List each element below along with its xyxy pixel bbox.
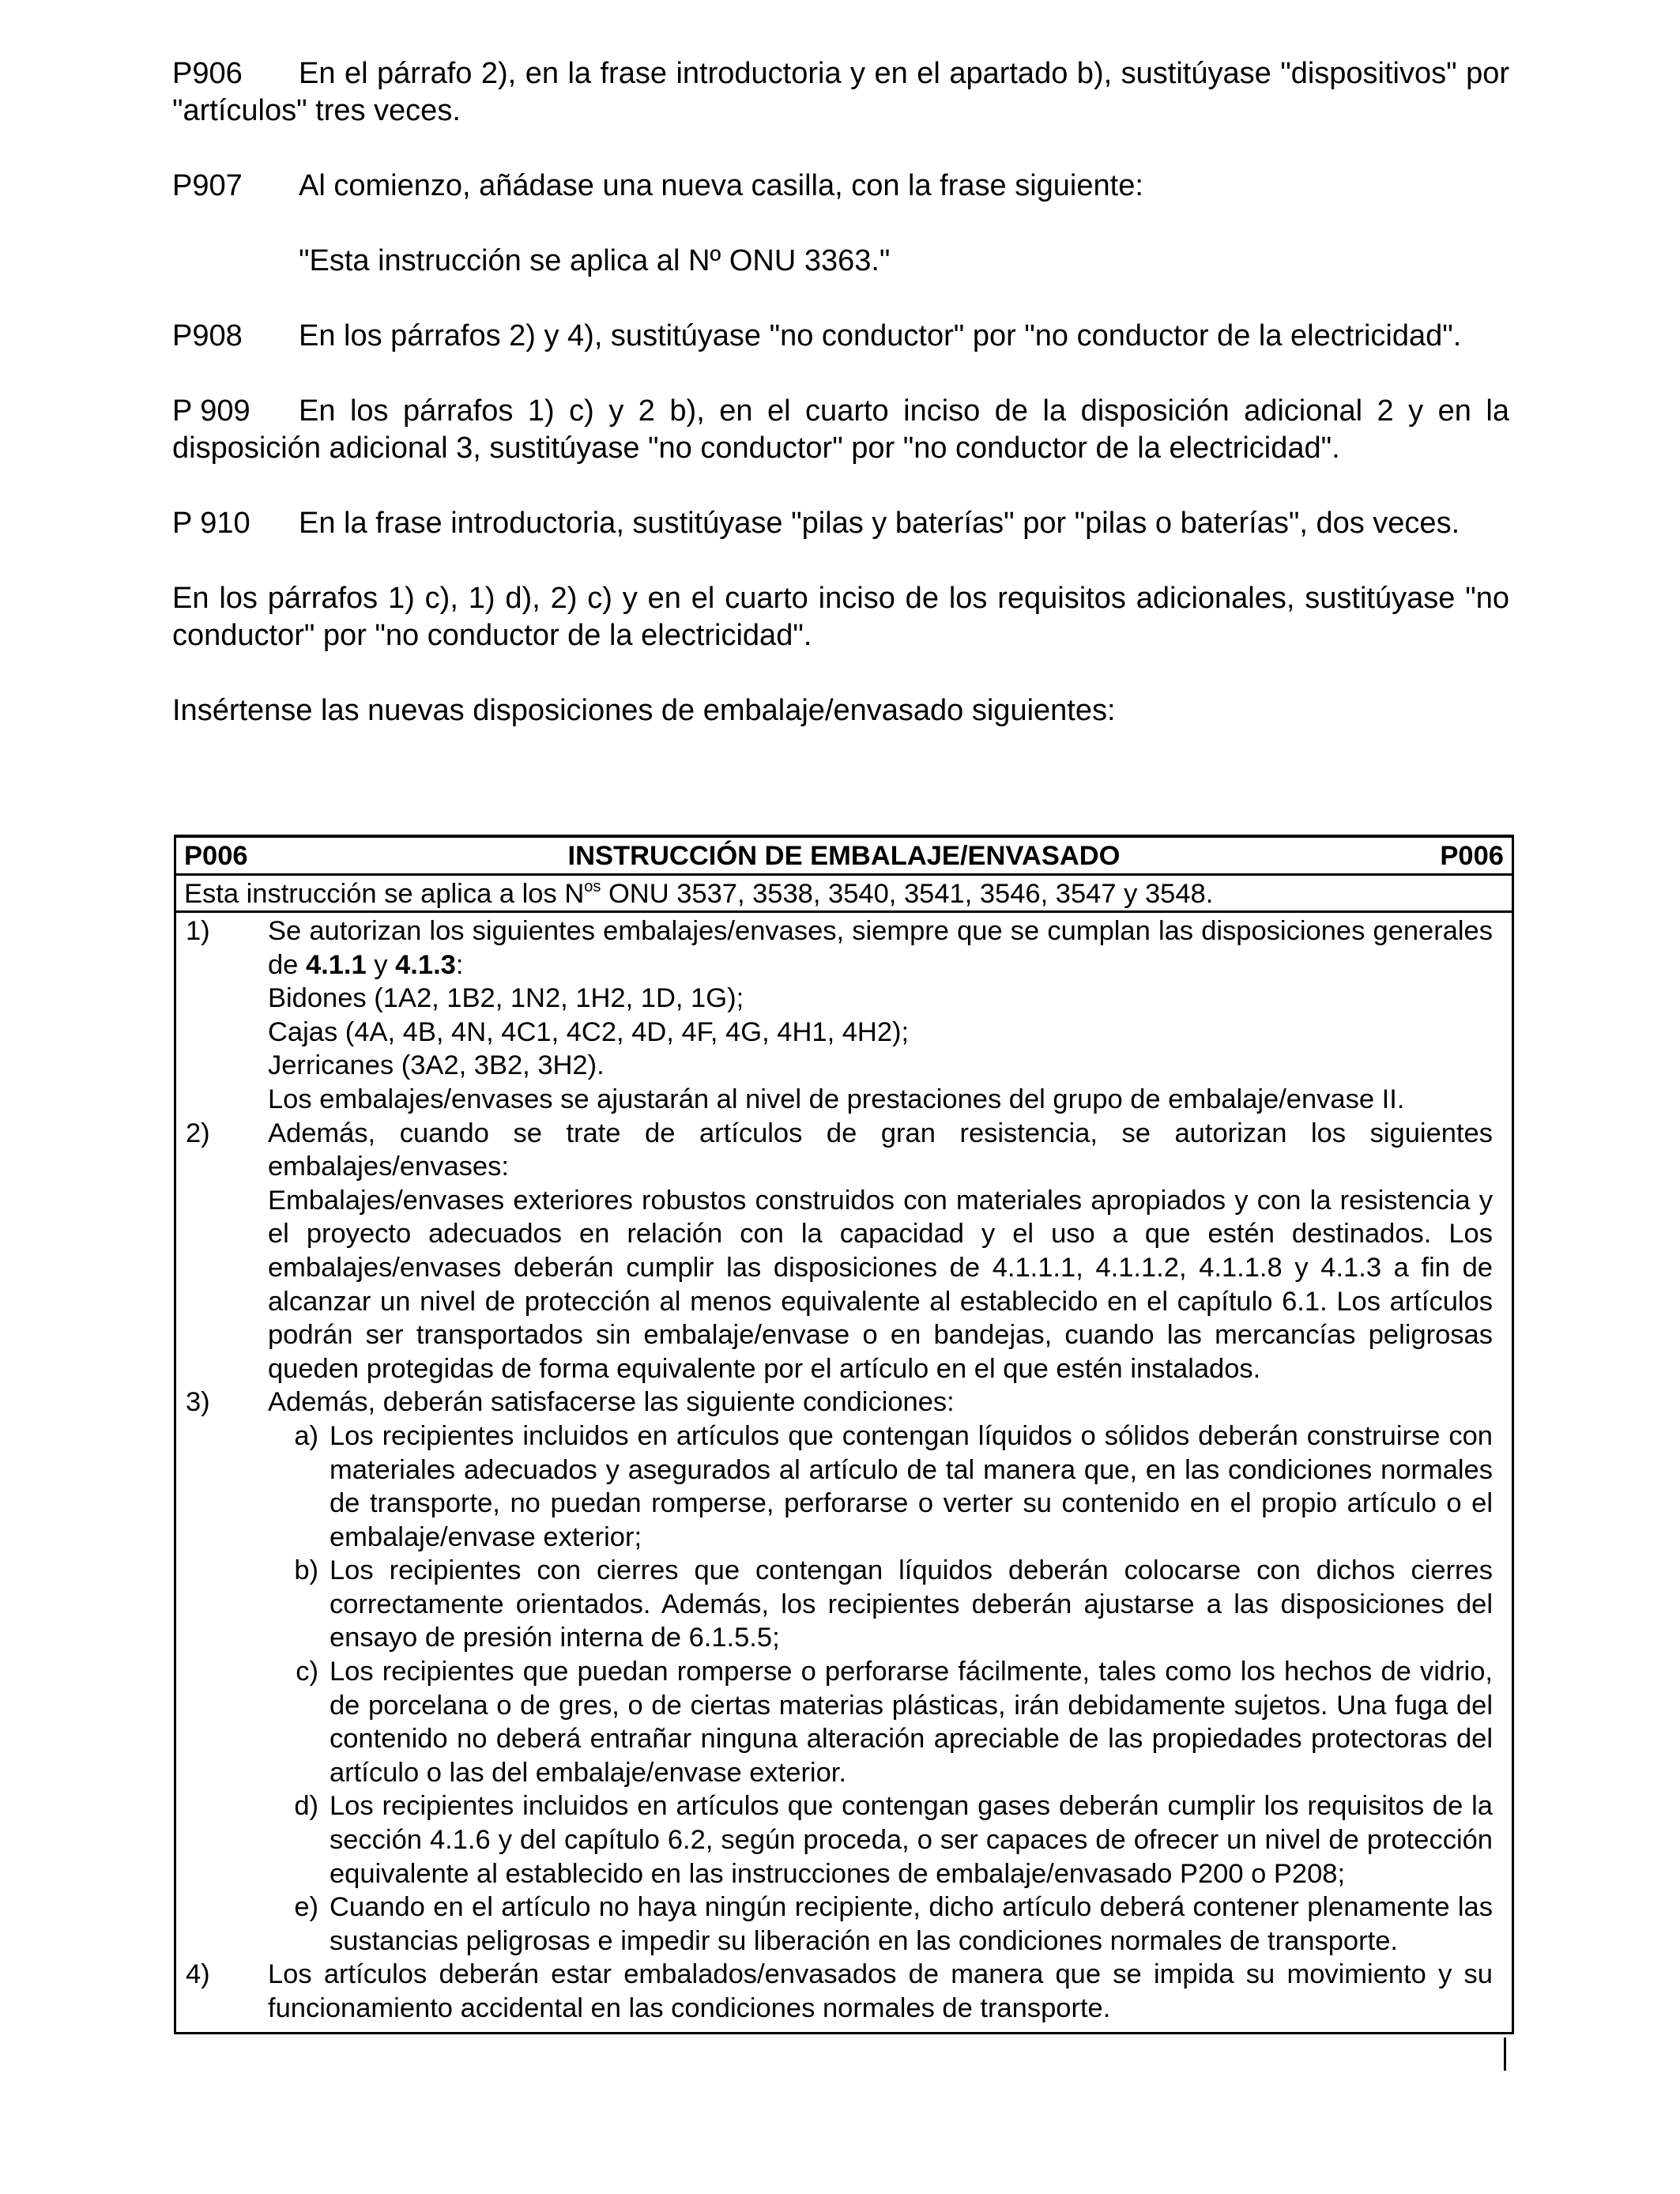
paragraph-p910	[172, 505, 1509, 542]
paragraph-p910-extra	[172, 580, 1509, 654]
condition-b	[268, 1554, 1493, 1655]
condition-letter: c)	[296, 1657, 318, 1687]
condition-c	[268, 1655, 1493, 1789]
item-number: 1)	[186, 916, 210, 946]
paragraph-text: Al comienzo, añádase una nueva casilla, con la frase siguiente:	[299, 169, 1143, 202]
paragraph-p907-quote	[172, 243, 1509, 280]
paragraph-text: En los párrafos 2) y 4), sustitúyase "no conductor" por "no conductor de la electricidad".	[299, 319, 1462, 352]
paragraph-p909	[172, 393, 1509, 467]
condition-a	[268, 1419, 1493, 1554]
table-body	[176, 913, 1512, 2032]
reference-bold: 4.1.1	[305, 949, 367, 980]
packaging-line: Cajas (4A, 4B, 4N, 4C1, 4C2, 4D, 4F, 4G, 4H1, 4H2);	[268, 1016, 910, 1047]
item-text	[268, 1385, 1493, 1958]
instruction-title: INSTRUCCIÓN DE EMBALAJE/ENVASADO	[567, 840, 1121, 871]
paragraph-text: "Esta instrucción se aplica al Nº ONU 3363."	[299, 244, 891, 277]
item-intro	[268, 914, 1493, 982]
paragraph-code: P908	[172, 319, 243, 352]
item-number: 3)	[186, 1387, 210, 1418]
paragraph-text: En los párrafos 1) c) y 2 b), en el cuarto inciso de la disposición adicional 2 y en la disposición adicional 3, sustitúyase "no conductor" por "no conductor de la electricidad".	[172, 394, 1509, 465]
condition-text: Los recipientes incluidos en artículos que contengan líquidos o sólidos deberán construirse con materiales adecuados y asegurados al artículo de tal manera que, en las condiciones normales de transporte, no puedan romperse, perforarse o verter su contenido en el propio artículo o el embalaje/envase exterior;	[330, 1420, 1493, 1552]
item-text	[268, 914, 1493, 1117]
condition-text: Los recipientes incluidos en artículos que contengan gases deberán cumplir los requisitos de la sección 4.1.6 y del capítulo 6.2, según proceda, o ser capaces de ofrecer un nivel de protección equivalente al establecido en las instrucciones de embalaje/envasado P200 o P208;	[330, 1791, 1493, 1889]
paragraph-code: P 909	[172, 394, 250, 428]
packaging-line: Los embalajes/envases se ajustarán al nivel de prestaciones del grupo de embalaje/envase II.	[268, 1084, 1405, 1114]
paragraph-insert-intro	[172, 692, 1509, 729]
margin-change-bar	[1504, 2038, 1506, 2071]
paragraph-p908	[172, 318, 1509, 355]
instruction-code-left: P006	[184, 840, 248, 871]
scope-prefix: Esta instrucción se aplica a los N	[184, 879, 585, 909]
condition-text: Los recipientes con cierres que contengan líquidos deberán colocarse con dichos cierres correctamente orientados. Además, los recipientes deberán ajustarse a las disposiciones del ensayo de presión interna de 6.1.5.5;	[330, 1555, 1493, 1653]
paragraph-p906	[172, 55, 1509, 130]
paragraph-p907	[172, 168, 1509, 205]
scope-superscript: os	[584, 878, 601, 895]
condition-letter: b)	[294, 1555, 318, 1586]
table-item-2	[184, 1117, 1493, 1386]
item-intro: Además, cuando se trate de artículos de gran resistencia, se autorizan los siguientes embalajes/envases:	[268, 1118, 1493, 1182]
paragraph-text: En los párrafos 1) c), 1) d), 2) c) y en el cuarto inciso de los requisitos adicionales, sustitúyase "no conductor" por "no conductor de la electricidad".	[172, 582, 1509, 652]
condition-letter: e)	[294, 1892, 318, 1923]
paragraph-code: P 910	[172, 507, 250, 540]
condition-text: Los recipientes que puedan romperse o perforarse fácilmente, tales como los hechos de vidrio, de porcelana o de gres, o de ciertas materias plásticas, irán debidamente sujetos. Una fuga del contenido no deberá entrañar ninguna alteración apreciable de las propiedades protectoras del artículo o las del embalaje/envase exterior.	[330, 1657, 1493, 1788]
intro-text: y	[366, 949, 396, 980]
condition-text: Cuando en el artículo no haya ningún recipiente, dicho artículo deberá contener plenamente las sustancias peligrosas e impedir su liberación en las condiciones normales de transporte.	[330, 1892, 1493, 1956]
table-item-1	[184, 914, 1493, 1117]
table-scope	[176, 876, 1512, 913]
packaging-line: Jerricanes (3A2, 3B2, 3H2).	[268, 1050, 605, 1081]
item-number: 2)	[186, 1118, 210, 1148]
intro-text: Se autorizan los siguientes embalajes/envases, siempre que se cumplan las disposiciones generales de	[268, 916, 1493, 980]
item-text	[268, 1117, 1493, 1386]
scope-suffix: ONU 3537, 3538, 3540, 3541, 3546, 3547 y 3548.	[601, 879, 1214, 909]
intro-text: :	[455, 949, 464, 980]
table-header	[176, 835, 1512, 876]
packing-instruction-table	[174, 835, 1514, 2034]
paragraph-text: En la frase introductoria, sustitúyase "pilas y baterías" por "pilas o baterías", dos veces.	[299, 507, 1460, 540]
amendments-text	[172, 55, 1509, 778]
table-item-4	[184, 1958, 1493, 2025]
reference-bold: 4.1.3	[395, 949, 456, 980]
paragraph-code: P907	[172, 169, 243, 202]
condition-d	[268, 1789, 1493, 1891]
table-item-3	[184, 1385, 1493, 1958]
condition-letter: d)	[294, 1791, 318, 1822]
instruction-code-right: P006	[1440, 840, 1504, 871]
paragraph-code: P906	[172, 57, 243, 90]
condition-e	[268, 1891, 1493, 1958]
item-body: Embalajes/envases exteriores robustos construidos con materiales apropiados y con la resistencia y el proyecto adecuados en relación con la capacidad y el uso a que estén destinados. Los embalajes/envases deberán cumplir las disposiciones de 4.1.1.1, 4.1.1.2, 4.1.1.8 y 4.1.3 a fin de alcanzar un nivel de protección al menos equivalente al establecido en el capítulo 6.1. Los artículos podrán ser transportados sin embalaje/envase o en bandejas, cuando las mercancías peligrosas queden protegidas de forma equivalente por el artículo en el que estén instalados.	[268, 1185, 1493, 1384]
packaging-line: Bidones (1A2, 1B2, 1N2, 1H2, 1D, 1G);	[268, 983, 744, 1014]
item-intro: Además, deberán satisfacerse las siguiente condiciones:	[268, 1387, 955, 1418]
condition-letter: a)	[294, 1420, 318, 1451]
item-number: 4)	[186, 1959, 210, 1990]
paragraph-text: En el párrafo 2), en la frase introductoria y en el apartado b), sustitúyase "dispositivos" por "artículos" tres veces.	[172, 57, 1509, 127]
paragraph-text: Insértense las nuevas disposiciones de embalaje/envasado siguientes:	[172, 694, 1116, 727]
item-text: Los artículos deberán estar embalados/envasados de manera que se impida su movimiento y su funcionamiento accidental en las condiciones normales de transporte.	[268, 1959, 1493, 2023]
